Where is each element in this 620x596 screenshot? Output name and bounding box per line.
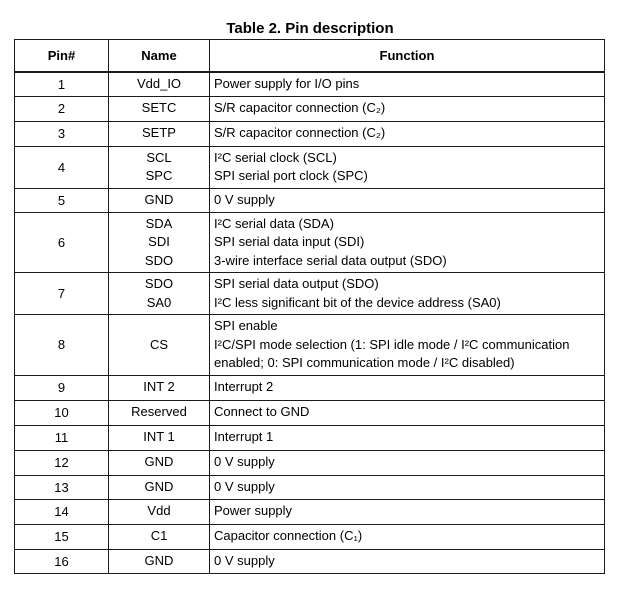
pin-name: GND	[144, 552, 174, 568]
table-row	[15, 400, 605, 425]
pin-function-cell	[210, 188, 605, 212]
pin-name: SDA	[145, 215, 173, 231]
pin-name: INT 2	[143, 379, 175, 395]
pin-function-cell	[210, 72, 605, 96]
table-row	[15, 475, 605, 499]
pin-name: Vdd	[147, 503, 171, 519]
pin-name: SPC	[145, 168, 173, 183]
pin-name: SETP	[142, 125, 176, 141]
pin-number-cell: 6	[15, 212, 109, 273]
pin-function-cell	[210, 273, 605, 315]
pin-function-line: Capacitor connection (C₁)	[214, 528, 363, 544]
pin-name: INT 1	[143, 429, 175, 445]
pin-function-line: S/R capacitor connection (C₂)	[214, 125, 386, 141]
pin-function-line: SPI serial port clock (SPC)	[214, 168, 368, 183]
pin-function-cell	[210, 425, 605, 450]
pin-function-line: Power supply	[214, 503, 293, 519]
pin-name-cell	[109, 524, 210, 549]
table-row	[15, 121, 605, 146]
pin-function-line: SPI serial data output (SDO)	[214, 276, 379, 291]
pin-name-cell	[109, 450, 210, 475]
table-row	[15, 96, 605, 121]
pin-function-line: enabled; 0: SPI communication mode / I²C disabled)	[214, 355, 515, 370]
pin-function-cell	[210, 549, 605, 573]
pin-number-cell: 15	[15, 524, 109, 549]
table-row	[15, 524, 605, 549]
pin-name: Reserved	[131, 404, 187, 420]
pin-number-cell: 7	[15, 273, 109, 315]
pin-number-cell: 5	[15, 188, 109, 212]
table-row	[15, 146, 605, 188]
pin-number-cell: 9	[15, 375, 109, 400]
pin-name-cell	[109, 499, 210, 524]
pin-function-line: SPI serial data input (SDI)	[214, 234, 365, 249]
header-function: Function	[210, 40, 605, 73]
pin-function-cell	[210, 375, 605, 400]
pin-name: SA0	[146, 294, 172, 310]
pin-function-line: Interrupt 1	[214, 429, 274, 445]
table-row	[15, 212, 605, 273]
table-row	[15, 315, 605, 376]
pin-function-cell	[210, 400, 605, 425]
pin-function-cell	[210, 96, 605, 121]
pin-number-cell: 12	[15, 450, 109, 475]
pin-function-line: SPI enable	[214, 318, 278, 333]
pin-number-cell: 10	[15, 400, 109, 425]
pin-function-line: I²C serial data (SDA)	[214, 215, 334, 231]
pin-name-cell	[109, 400, 210, 425]
pin-name: Vdd_IO	[136, 76, 182, 91]
pin-number-cell: 13	[15, 475, 109, 499]
pin-function-cell	[210, 121, 605, 146]
pin-name-cell	[109, 375, 210, 400]
pin-name-cell	[109, 188, 210, 212]
pin-number-cell: 3	[15, 121, 109, 146]
pin-function-line: 0 V supply	[214, 191, 275, 207]
pin-function-line: Interrupt 2	[214, 379, 274, 395]
pin-name-cell	[109, 96, 210, 121]
table-caption: Table 2. Pin description	[226, 20, 394, 37]
pin-number-cell: 1	[15, 72, 109, 96]
pin-name-cell	[109, 273, 210, 315]
pin-name: SDI	[148, 234, 170, 249]
pin-function-line: 0 V supply	[214, 478, 275, 494]
pin-function-line: I²C less significant bit of the device address (SA0)	[214, 294, 501, 310]
pin-name-cell	[109, 475, 210, 499]
pin-name: CS	[149, 336, 169, 352]
pin-name: SDO	[144, 252, 174, 268]
pin-function-cell	[210, 475, 605, 499]
table-header-row	[15, 40, 605, 73]
pin-number-cell: 14	[15, 499, 109, 524]
pin-function-line: I²C serial clock (SCL)	[214, 149, 337, 165]
table-row	[15, 375, 605, 400]
header-name: Name	[109, 40, 210, 73]
pin-function-line: 0 V supply	[214, 454, 275, 470]
pin-name-cell	[109, 425, 210, 450]
pin-function-cell	[210, 450, 605, 475]
table-row	[15, 72, 605, 96]
table-row	[15, 450, 605, 475]
table-row	[15, 499, 605, 524]
pin-description-table	[14, 39, 605, 574]
pin-function-line: 0 V supply	[214, 552, 275, 568]
pin-name: SDO	[144, 276, 174, 291]
pin-function-cell	[210, 524, 605, 549]
pin-name: SETC	[141, 100, 177, 116]
pin-function-line: I²C/SPI mode selection (1: SPI idle mode / I²C communication	[214, 336, 570, 352]
pin-number-cell: 16	[15, 549, 109, 573]
pin-name: SCL	[146, 149, 172, 165]
pin-name: GND	[144, 191, 174, 207]
pin-number-cell: 4	[15, 146, 109, 188]
pin-name: GND	[144, 478, 174, 494]
table-row	[15, 425, 605, 450]
table-row	[15, 549, 605, 573]
pin-name-cell	[109, 212, 210, 273]
pin-name-cell	[109, 121, 210, 146]
pin-name-cell	[109, 549, 210, 573]
table-body	[15, 72, 605, 573]
pin-function-cell	[210, 315, 605, 376]
pin-function-cell	[210, 146, 605, 188]
pin-function-line: 3-wire interface serial data output (SDO)	[214, 252, 447, 268]
pin-function-line: S/R capacitor connection (C₂)	[214, 100, 386, 116]
pin-number-cell: 2	[15, 96, 109, 121]
pin-name-cell	[109, 72, 210, 96]
table-row	[15, 188, 605, 212]
pin-number-cell: 11	[15, 425, 109, 450]
pin-name-cell	[109, 146, 210, 188]
pin-function-cell	[210, 212, 605, 273]
pin-name: GND	[144, 454, 174, 470]
pin-function-line: Power supply for I/O pins	[214, 76, 360, 91]
pin-function-line: Connect to GND	[214, 404, 310, 420]
pin-name: C1	[150, 528, 168, 544]
pin-name-cell	[109, 315, 210, 376]
pin-number-cell: 8	[15, 315, 109, 376]
table-row	[15, 273, 605, 315]
header-pin: Pin#	[15, 40, 109, 73]
pin-function-cell	[210, 499, 605, 524]
